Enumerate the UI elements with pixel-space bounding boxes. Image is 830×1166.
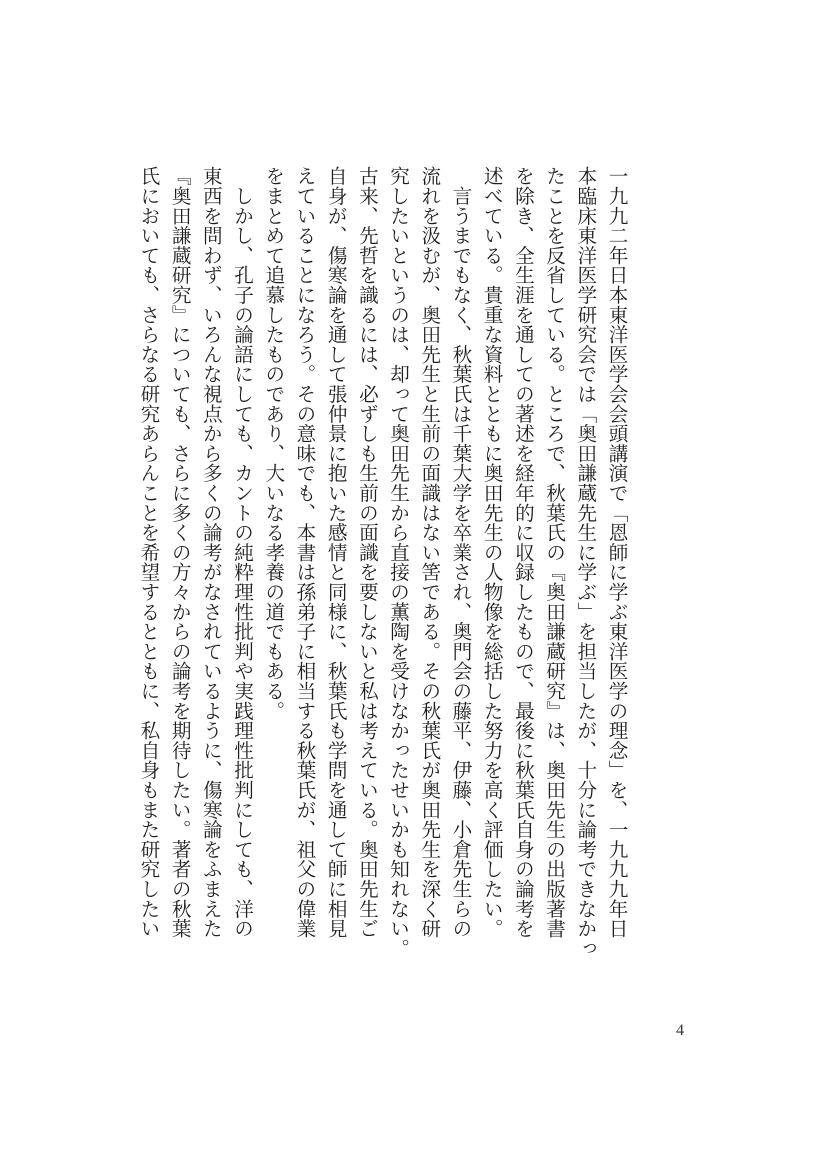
text-line: 東西を問わず、いろんな視点から多くの論考がなされているように、傷寒論をふまえた bbox=[199, 166, 223, 939]
text-line: 一九九二年日本東洋医学会会頭講演で「恩師に学ぶ東洋医学の理念」を、一九九九年日 bbox=[605, 166, 628, 939]
text-line: しかし、孔子の論語にしても、カントの純粋理性批判や実践理性批判にしても、洋の bbox=[230, 166, 254, 939]
text-line: えていることになろう。その意味でも、本書は孫弟子に相当する秋葉氏が、祖父の偉業 bbox=[292, 166, 316, 939]
page-number: 4 bbox=[676, 1022, 684, 1039]
text-line: 流れを汲むが、奥田先生と生前の面識はない筈である。その秋葉氏が奥田先生を深く研 bbox=[417, 166, 441, 939]
text-line: 言うまでもなく、秋葉氏は千葉大学を卒業され、奥門会の藤平、伊藤、小倉先生らの bbox=[448, 166, 472, 939]
text-line: をまとめて追慕したものであり、大いなる孝養の道でもある。 bbox=[261, 166, 285, 721]
text-line: 氏においても、さらなる研究あらんことを希望するとともに、私自身もまた研究したい bbox=[136, 166, 160, 939]
text-line: 自身が、傷寒論を通して張仲景に抱いた感情と同様に、秋葉氏も学問を通して師に相見 bbox=[324, 166, 348, 939]
text-line: 述べている。貴重な資料とともに奥田先生の人物像を総括した努力を高く評価したい。 bbox=[480, 166, 504, 939]
text-line: 究したいというのは、却って奥田先生から直接の薫陶を受けなかったせいかも知れない。 bbox=[386, 166, 410, 958]
text-line: 古来、先哲を識るには、必ずしも生前の面識を要しないと私は考えている。奥田先生ご bbox=[355, 166, 379, 939]
text-line: 本臨床東洋医学研究会では「奥田謙蔵先生に学ぶ」を担当したが、十分に論考できなかっ bbox=[573, 166, 597, 958]
text-line: たことを反省している。ところで、秋葉氏の『奥田謙蔵研究』は、奥田先生の出版著書 bbox=[542, 166, 566, 939]
vertical-body-text bbox=[133, 166, 632, 958]
text-line: を除き、全生涯を通しての著述を経年的に収録したもので、最後に秋葉氏自身の論考を bbox=[511, 166, 535, 939]
text-line: 『奥田謙蔵研究』についても、さらに多くの方々からの論考を期待したい。著者の秋葉 bbox=[168, 166, 192, 939]
